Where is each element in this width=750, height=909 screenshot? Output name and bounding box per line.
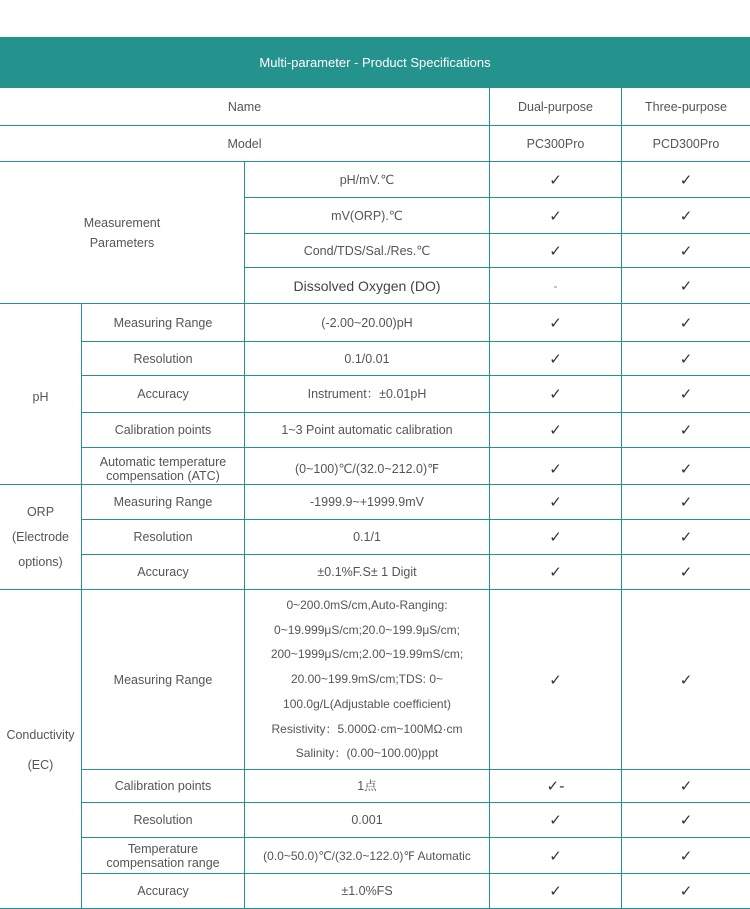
check-icon: ✓ bbox=[679, 206, 693, 225]
row-divider bbox=[82, 769, 750, 770]
temp-comp-line2: compensation range bbox=[106, 855, 220, 870]
measurement-label-line2: Parameters bbox=[89, 235, 155, 250]
ph-param-1: Measuring Range bbox=[113, 315, 213, 330]
row-divider bbox=[82, 412, 750, 413]
measurement-row-4: Dissolved Oxygen (DO) bbox=[293, 277, 441, 294]
row-divider bbox=[245, 197, 750, 198]
check-icon: ✓ bbox=[549, 241, 562, 260]
three-purpose-label: Three-purpose bbox=[645, 100, 727, 114]
check-icon: ✓ bbox=[549, 385, 562, 403]
check-icon: ✓ bbox=[679, 493, 693, 511]
ec-value-4: ±1.0%FS bbox=[341, 884, 393, 898]
row-divider bbox=[0, 484, 750, 485]
ph-value-4: 1~3 Point automatic calibration bbox=[281, 423, 453, 437]
row-divider bbox=[82, 519, 750, 520]
check-icon: ✓ bbox=[679, 349, 693, 368]
spec-table bbox=[0, 37, 750, 909]
atc-line1: Automatic temperature bbox=[99, 455, 227, 469]
row-divider bbox=[82, 341, 750, 342]
check-icon: ✓ bbox=[679, 276, 693, 295]
row-divider bbox=[82, 554, 750, 555]
ec-value-3: (0.0~50.0)℃/(32.0~122.0)℉ Automatic bbox=[263, 848, 471, 863]
ec-param-1: Calibration points bbox=[114, 779, 212, 793]
ec-param-4: Accuracy bbox=[137, 884, 189, 898]
check-icon: ✓ bbox=[679, 313, 693, 332]
orp-label-line3: options) bbox=[18, 554, 63, 569]
check-icon: ✓ bbox=[549, 349, 562, 368]
ec-range-line: 0~19.999μS/cm;20.0~199.9μS/cm; bbox=[274, 622, 460, 637]
ec-value-1: 1点 bbox=[357, 779, 377, 793]
check-icon: ✓ bbox=[549, 170, 562, 189]
row-divider bbox=[245, 233, 750, 234]
ec-value-range bbox=[245, 590, 489, 769]
orp-value-2: 0.1/1 bbox=[353, 530, 381, 544]
ec-value-2: 0.001 bbox=[351, 813, 383, 827]
measurement-row-3: Cond/TDS/Sal./Res.℃ bbox=[303, 243, 431, 258]
check-icon: ✓ bbox=[679, 460, 693, 478]
check-icon: ✓ bbox=[549, 528, 562, 546]
column-divider bbox=[489, 88, 490, 909]
check-icon: ✓ bbox=[679, 846, 693, 865]
check-icon: ✓ bbox=[679, 670, 693, 689]
row-divider bbox=[245, 267, 750, 268]
ph-value-5: (0~100)℃/(32.0~212.0)℉ bbox=[294, 462, 440, 476]
dual-model: PC300Pro bbox=[526, 136, 585, 151]
orp-label-line1: ORP bbox=[26, 504, 55, 519]
check-icon: ✓ bbox=[549, 493, 562, 511]
check-icon: ✓ bbox=[549, 421, 562, 439]
ph-value-2: 0.1/0.01 bbox=[344, 351, 390, 366]
measurement-label-line1: Measurement bbox=[83, 215, 161, 230]
check-icon: ✓ bbox=[549, 206, 562, 225]
check-icon: ✓ bbox=[679, 241, 693, 260]
check-icon: ✓ bbox=[679, 811, 693, 829]
orp-value-3: ±0.1%F.S± 1 Digit bbox=[317, 565, 417, 579]
check-icon: ✓ bbox=[679, 385, 693, 403]
ec-range-line: 0~200.0mS/cm,Auto-Ranging: bbox=[286, 598, 448, 613]
ph-value-1: (-2.00~20.00)pH bbox=[321, 315, 413, 330]
ph-param-4: Calibration points bbox=[114, 423, 212, 437]
check-dash-icon: ✓- bbox=[546, 777, 565, 795]
column-divider bbox=[81, 303, 82, 909]
row-divider bbox=[82, 837, 750, 838]
row-divider bbox=[82, 447, 750, 448]
ph-param-3: Accuracy bbox=[137, 387, 189, 401]
check-icon: ✓ bbox=[549, 811, 562, 829]
check-icon: ✓ bbox=[679, 170, 693, 189]
check-icon: ✓ bbox=[679, 528, 693, 546]
ec-param-2: Resolution bbox=[133, 813, 193, 827]
conductivity-label-line1: Conductivity bbox=[6, 727, 75, 742]
check-icon: ✓ bbox=[679, 777, 693, 795]
check-icon: ✓ bbox=[549, 846, 562, 865]
check-icon: ✓ bbox=[679, 882, 693, 900]
ec-range-line: Resistivity：5.000Ω·cm~100MΩ·cm bbox=[271, 721, 463, 736]
check-icon: ✓ bbox=[549, 882, 562, 900]
check-icon: ✓ bbox=[679, 563, 693, 581]
measurement-parameters-label bbox=[0, 162, 244, 303]
check-icon: ✓ bbox=[549, 460, 562, 478]
check-icon: ✓ bbox=[679, 421, 693, 439]
check-icon: ✓ bbox=[549, 563, 562, 581]
row-divider bbox=[0, 161, 750, 162]
measurement-row-1: pH/mV.℃ bbox=[339, 172, 395, 187]
row-divider bbox=[82, 873, 750, 874]
ec-param-3 bbox=[82, 838, 244, 873]
orp-value-1: -1999.9~+1999.9mV bbox=[310, 495, 424, 509]
row-divider bbox=[0, 125, 750, 126]
orp-label-line2: (Electrode bbox=[12, 529, 69, 544]
model-label: Model bbox=[227, 136, 262, 151]
ec-range-line: 100.0g/L(Adjustable coefficient) bbox=[283, 696, 451, 711]
row-divider bbox=[0, 589, 750, 590]
column-divider bbox=[621, 88, 622, 909]
conductivity-label-line2: (EC) bbox=[27, 757, 54, 772]
row-divider bbox=[82, 802, 750, 803]
three-model: PCD300Pro bbox=[652, 136, 720, 151]
dual-purpose-label: Dual-purpose bbox=[517, 100, 594, 114]
ph-label: pH bbox=[32, 390, 49, 404]
row-divider bbox=[0, 303, 750, 304]
orp-param-2: Resolution bbox=[133, 530, 193, 544]
ph-value-3: Instrument：±0.01pH bbox=[307, 387, 427, 401]
name-label: Name bbox=[227, 100, 262, 114]
ec-range-line: 200~1999μS/cm;2.00~19.99mS/cm; bbox=[270, 647, 464, 662]
orp-label bbox=[0, 485, 81, 589]
ec-param-range: Measuring Range bbox=[113, 672, 213, 687]
ec-range-line: 20.00~199.9mS/cm;TDS: 0~ bbox=[290, 672, 444, 687]
ec-range-line: Salinity：(0.00~100.00)ppt bbox=[295, 746, 439, 761]
row-divider bbox=[82, 375, 750, 376]
atc-line2: compensation (ATC) bbox=[106, 469, 220, 483]
orp-param-3: Accuracy bbox=[137, 565, 189, 579]
dash-mark: - bbox=[553, 278, 558, 293]
table-title: Multi-parameter - Product Specifications bbox=[0, 37, 750, 88]
orp-param-1: Measuring Range bbox=[113, 495, 213, 509]
ph-param-2: Resolution bbox=[133, 351, 193, 366]
conductivity-label bbox=[0, 590, 81, 909]
check-icon: ✓ bbox=[549, 313, 562, 332]
measurement-row-2: mV(ORP).℃ bbox=[331, 208, 403, 223]
temp-comp-line1: Temperature bbox=[127, 841, 199, 856]
check-icon: ✓ bbox=[549, 670, 562, 689]
column-divider bbox=[244, 161, 245, 909]
